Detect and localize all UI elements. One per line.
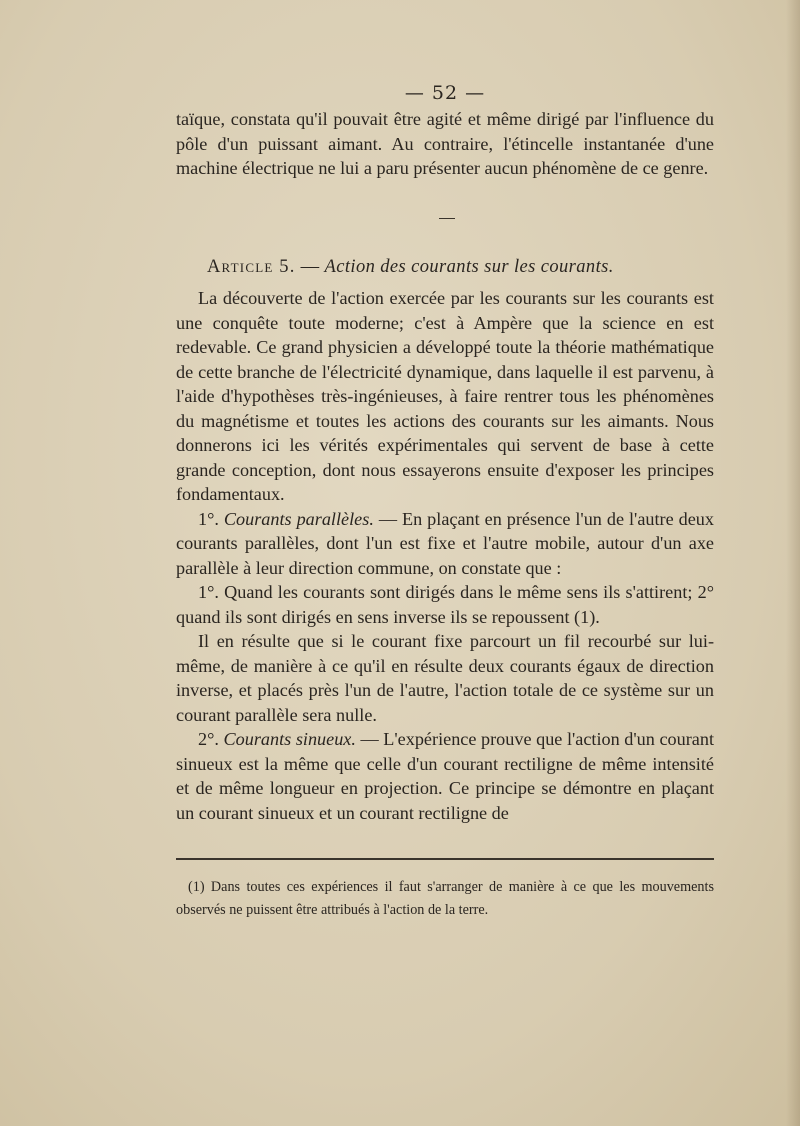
page-edge-shadow [786, 0, 800, 1126]
article-body [176, 286, 714, 825]
section-divider [439, 218, 455, 219]
paragraph-1: La découverte de l'action exercée par les courants sur les courants est une conquête toute moderne; c'est à Ampère que la science en est redevable. Ce grand physicien a développé toute la théorie mathématique de cette branche de l'électricité dynamique, dans laquelle il est parvenu, à l'aide d'hypothèses très-ingénieuses, à faire rentrer tous les phénomènes du magnétisme et toutes les actions des courants sur les aimants. Nous donnerons ici les vérités expérimentales qui servent de base à cette grande conception, dont nous essayerons ensuite d'exposer les principes fondamentaux. [176, 288, 714, 504]
paragraph-4: Il en résulte que si le courant fixe parcourt un fil recourbé sur lui-même, de manière à ce qu'il en résulte deux courants égaux de direction inverse, et placés près l'un de l'autre, l'action totale de ce système sur un courant parallèle sera nulle. [176, 631, 714, 725]
footnote [176, 876, 714, 922]
article-dash: — [300, 257, 320, 277]
paragraph-3: 1°. Quand les courants sont dirigés dans le même sens ils s'attirent; 2° quand ils sont dirigés en sens inverse ils se repoussent (1). [176, 582, 714, 627]
article-heading [207, 257, 727, 278]
footnote-rule [176, 858, 714, 860]
page-number: — 52 — [404, 82, 486, 104]
article-title: Action des courants sur les courants. [324, 257, 614, 277]
intro-paragraph-block [176, 107, 714, 181]
paragraph-5-number: 2°. [198, 729, 219, 749]
intro-paragraph: taïque, constata qu'il pouvait être agité et même dirigé par l'influence du pôle d'un puissant aimant. Au contraire, l'étincelle instantanée d'une machine électrique ne lui a paru présenter aucun phénomène de ce genre. [176, 109, 714, 178]
paragraph-2-text: — En plaçant en présence l'un de l'autre deux courants parallèles, dont l'un est fixe et l'autre mobile, autour d'un axe parallèle à leur direction commune, on constate que : [176, 508, 714, 578]
paragraph-2 [176, 507, 714, 581]
footnote-text: (1) Dans toutes ces expériences il faut s'arranger de manière à ce que les mouvements observés ne puissent être attribués à l'action de la terre. [176, 879, 714, 918]
article-label: Article 5. [207, 257, 296, 277]
paragraph-5-text: — L'expérience prouve que l'action d'un courant sinueux est la même que celle d'un courant rectiligne de même intensité et de même longueur en projection. Ce principe se démontre en plaçant un courant sinueux et un courant rectiligne de [176, 729, 714, 823]
paragraph-5 [176, 727, 714, 825]
paragraph-5-title: Courants sinueux. [223, 729, 356, 749]
paragraph-2-title: Courants parallèles. [223, 508, 374, 529]
paragraph-2-number: 1°. [198, 508, 219, 529]
